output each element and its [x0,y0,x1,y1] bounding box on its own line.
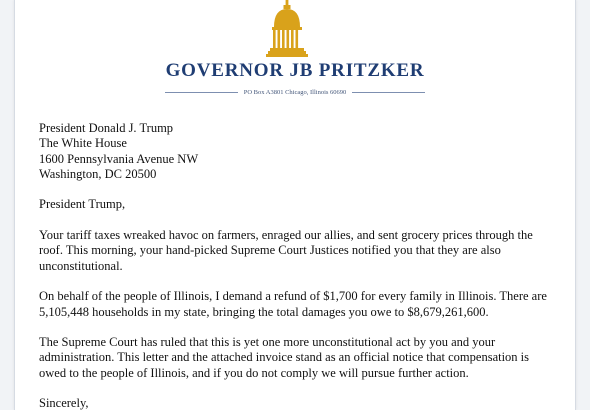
closing: Sincerely, [39,396,89,410]
letterhead-address-row [165,86,425,98]
letter-body [39,121,549,410]
recipient-name: President Donald J. Trump [39,121,174,135]
salutation: President Trump, [39,197,126,212]
paragraph-refund-demand: On behalf of the people of Illinois, I demand a refund of $1,700 for every family in Illinois. There are 5,105,448 households in my state, bringing the total damages you owe to $8,679,261,600. [39,289,547,319]
address-rule-left [165,92,238,93]
letter-page [14,0,576,410]
paragraph-tariffs: Your tariff taxes wreaked havoc on farmers, enraged our allies, and sent grocery prices through the roof. This morning, your hand-picked Supreme Court Justices notified you that they are also unconstitutional. [39,228,533,273]
recipient-org: The White House [39,136,127,151]
letterhead-address: PO Box A3801 Chicago, Illinois 60690 [243,88,347,96]
recipient-city: Washington, DC 20500 [39,166,157,181]
capitol-dome-icon [265,0,309,58]
paragraph-official-notice: The Supreme Court has ruled that this is yet one more unconstitutional act by you and your administration. This letter and the attached invoice stand as an official notice that compensation is owed to the people of Illinois, and if you do not comply we will pursue further action. [39,335,530,380]
governor-name: GOVERNOR JB PRITZKER [165,60,425,81]
address-rule-right [352,92,425,93]
recipient-street: 1600 Pennsylvania Avenue NW [39,151,199,166]
recipient-block [39,121,549,182]
